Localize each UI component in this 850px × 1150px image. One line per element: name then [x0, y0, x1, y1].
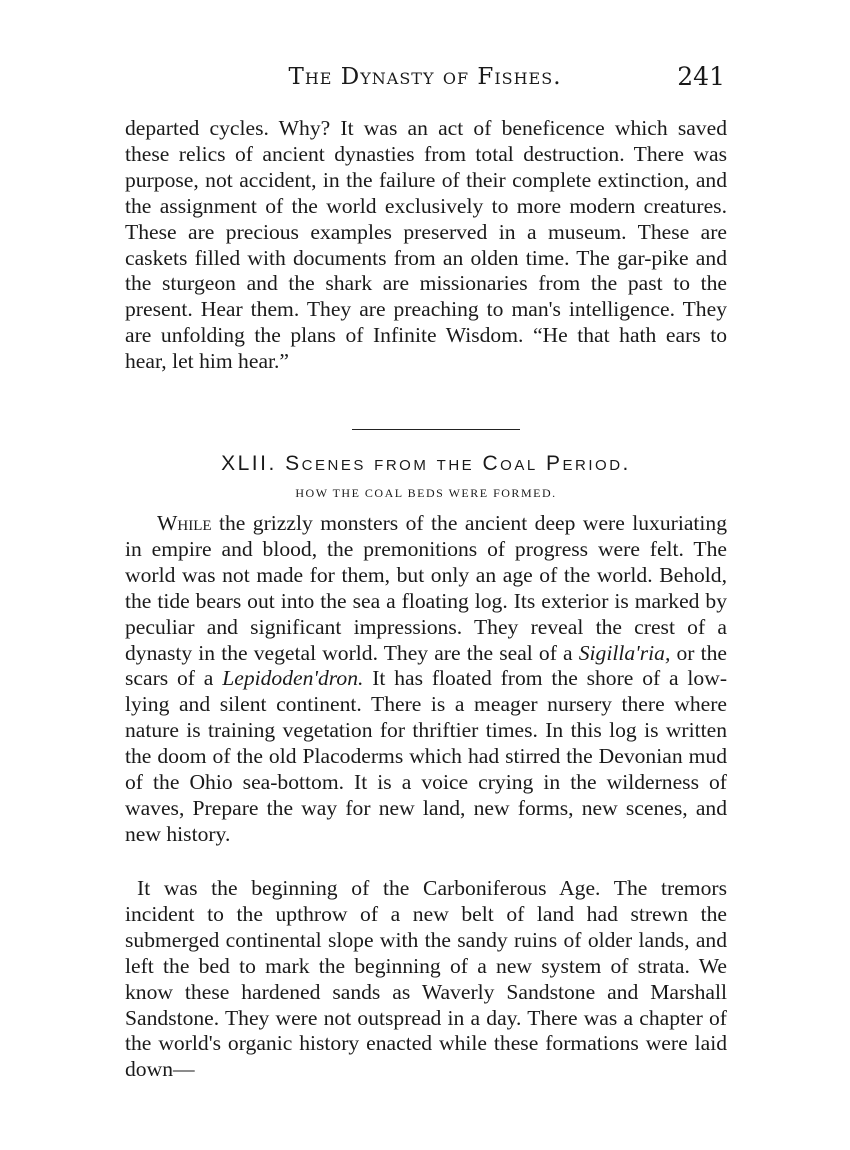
page-number: 241 — [677, 62, 725, 91]
italic-term: Sigilla'ria, — [578, 640, 671, 665]
paragraph-continued: departed cycles. Why? It was an act of beneficence which saved these relics of ancient dynasties from total destruction. There was purpose, not accident, in the failure of their complete extinction, and the assignment of the world exclusively to more modern creatures. These are precious examples preserved in a museum. These are caskets filled with documents from an olden time. The gar-pike and the sturgeon and the shark are missionaries from the past to the present. Hear them. They are preaching to man's intelligence. They are unfolding the plans of Infinite Wisdom. “He that hath ears to hear, let him hear.” — [125, 116, 727, 374]
chapter-subtitle: HOW THE COAL BEDS WERE FORMED. — [295, 486, 557, 500]
text-run: the grizzly monsters of the ancient deep were luxuriating in empire and blood, the premonitions of progress were felt. The world was not made for them, but only an age of the world. Behold, the tide bears out into the sea a floating log. Its exterior is marked by peculiar and significant impressions. They reveal the crest of a dynasty in the vegetal world. They are the seal of a — [125, 511, 727, 665]
paragraph: It was the beginning of the Carboniferous Age. The tremors incident to the upthrow of a new belt of land had strewn the submerged continental slope with the sandy ruins of older lands, and left the bed to mark the beginning of a new system of strata. We know these hardened sands as Waverly Sandstone and Marshall Sandstone. They were not outspread in a day. There was a chapter of the world's organic history enacted while these formations were laid down— — [125, 876, 727, 1082]
running-title: The Dynasty of Fishes. — [288, 64, 562, 90]
page-header — [125, 62, 725, 98]
italic-term: Lepidoden'dron. — [222, 666, 364, 691]
paragraph-opening — [125, 511, 727, 848]
chapter-title: XLII. Scenes from the Coal Period. — [221, 452, 631, 475]
section-divider — [352, 429, 520, 430]
lead-word: While — [157, 511, 212, 535]
text-run: It has floated from the shore of a low-lying and silent continent. There is a meager nursery there where nature is training vegetation for thriftier times. In this log is written the doom of the old Placoderms which had stirred the Devonian mud of the Ohio sea-bottom. It is a voice crying in the wilderness of waves, Prepare the way for new land, new forms, new scenes, and new history. — [125, 666, 728, 846]
text-run: or the scars of a — [125, 640, 727, 691]
